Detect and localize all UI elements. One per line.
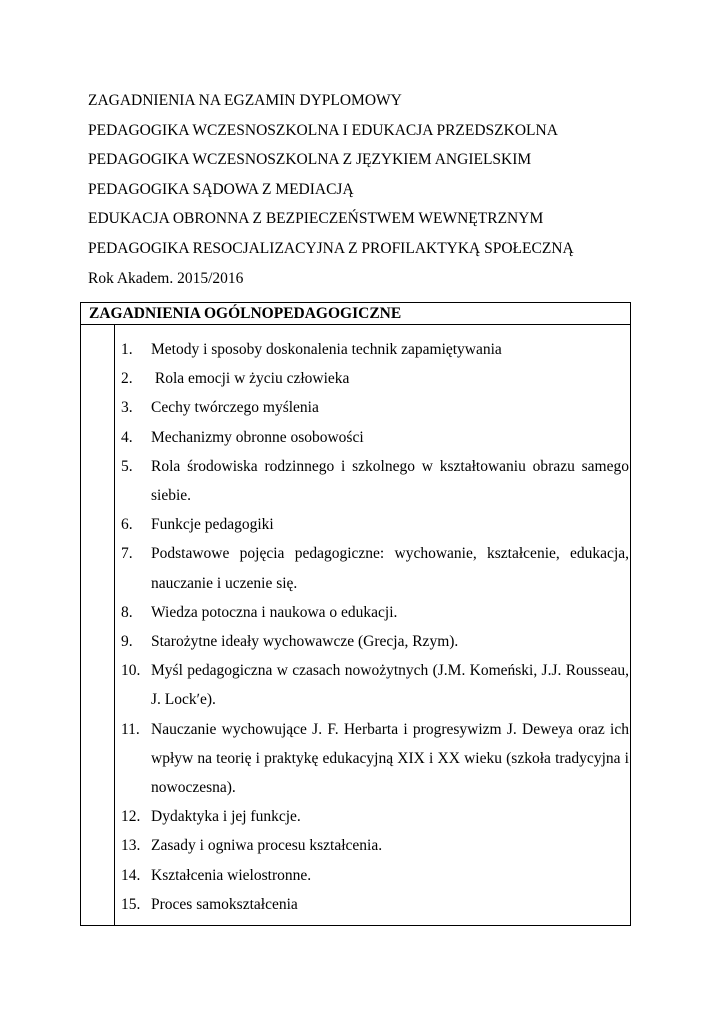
item-text: Rola emocji w życiu człowieka (151, 370, 350, 388)
item-number: 15. (121, 895, 141, 913)
topics-list (121, 335, 629, 919)
item-number: 12. (121, 808, 141, 826)
program-line-4: EDUKACJA OBRONNA Z BEZPIECZEŃSTWEM WEWNĘTRZNYM (88, 210, 544, 228)
item-text: Proces samokształcenia (151, 895, 298, 913)
list-item (121, 861, 629, 890)
item-number: 14. (121, 866, 141, 884)
item-text: Kształcenia wielostronne. (151, 866, 312, 884)
item-number: 7. (121, 545, 133, 563)
item-number: 2. (121, 370, 133, 388)
item-number: 1. (121, 341, 133, 358)
list-item (121, 831, 629, 860)
topics-table (80, 302, 631, 926)
document-header (88, 86, 648, 293)
academic-year: Rok Akadem. 2015/2016 (88, 269, 244, 287)
list-item (121, 802, 629, 831)
list-item (121, 335, 629, 364)
program-line-2: PEDAGOGIKA WCZESNOSZKOLNA Z JĘZYKIEM ANGIELSKIM (88, 151, 532, 169)
list-item (121, 510, 629, 539)
item-number: 10. (121, 662, 141, 680)
program-line-1: PEDAGOGIKA WCZESNOSZKOLNA I EDUKACJA PRZEDSZKOLNA (88, 121, 558, 139)
list-item (121, 715, 629, 803)
item-text: Nauczanie wychowujące J. F. Herbarta i progresywizm J. Deweya oraz ich wpływ na teorię i praktykę edukacyjną XIX i XX wieku (szkoła tradycyjna i nowoczesna). (151, 720, 629, 797)
item-text: Metody i sposoby doskonalenia technik zapamiętywania (151, 341, 502, 358)
item-text: Starożytne ideały wychowawcze (Grecja, Rzym). (151, 633, 459, 651)
list-item (121, 423, 629, 452)
topics-content-row (81, 325, 630, 925)
list-item (121, 452, 629, 510)
item-number: 4. (121, 428, 133, 446)
item-text: Rola środowiska rodzinnego i szkolnego w kształtowaniu obrazu samego siebie. (151, 457, 629, 505)
list-item (121, 598, 629, 627)
exam-title: ZAGADNIENIA NA EGZAMIN DYPLOMOWY (88, 92, 402, 109)
section-title: ZAGADNIENIA OGÓLNOPEDAGOGICZNE (81, 303, 630, 325)
list-item (121, 890, 629, 919)
item-text: Zasady i ogniwa procesu kształcenia. (151, 837, 383, 855)
item-text: Funkcje pedagogiki (151, 516, 274, 534)
list-item (121, 627, 629, 656)
list-item (121, 393, 629, 422)
item-number: 13. (121, 837, 141, 855)
item-text: Dydaktyka i jej funkcje. (151, 808, 301, 826)
item-text: Mechanizmy obronne osobowości (151, 428, 364, 446)
item-text: Cechy twórczego myślenia (151, 399, 319, 417)
list-item (121, 656, 629, 714)
item-number: 6. (121, 516, 133, 534)
item-text: Podstawowe pojęcia pedagogiczne: wychowanie, kształcenie, edukacja, nauczanie i uczenie się. (151, 545, 629, 592)
item-number: 8. (121, 603, 133, 621)
item-number: 3. (121, 399, 133, 417)
item-text: Wiedza potoczna i naukowa o edukacji. (151, 603, 398, 621)
item-text: Myśl pedagogiczna w czasach nowożytnych (J.M. Komeński, J.J. Rousseau, J. Lockʹe). (151, 662, 629, 709)
item-number: 9. (121, 633, 133, 651)
item-number: 5. (121, 457, 133, 475)
list-item (121, 364, 629, 393)
program-line-5: PEDAGOGIKA RESOCJALIZACYJNA Z PROFILAKTYKĄ SPOŁECZNĄ (88, 239, 574, 257)
item-number: 11. (121, 720, 140, 738)
empty-left-cell (81, 325, 115, 925)
list-item (121, 539, 629, 597)
program-line-3: PEDAGOGIKA SĄDOWA Z MEDIACJĄ (88, 180, 354, 198)
